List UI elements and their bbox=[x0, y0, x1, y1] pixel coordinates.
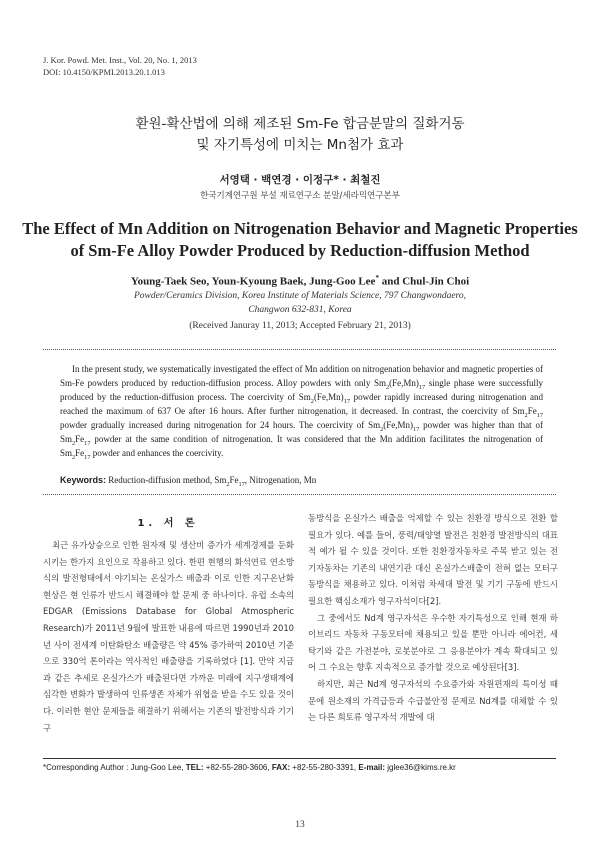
body-column-right bbox=[308, 510, 558, 726]
korean-affiliation: 한국기계연구원 부설 재료연구소 분말/세라믹연구본부 bbox=[200, 191, 400, 201]
journal-citation bbox=[43, 54, 197, 78]
korean-title-line-1: 환원-확산법에 의해 제조된 Sm-Fe 합금분말의 질화거동 bbox=[135, 116, 465, 132]
english-title-line-1: The Effect of Mn Addition on Nitrogenation Behavior and Magnetic Properties bbox=[22, 219, 578, 238]
body-column-left bbox=[43, 537, 294, 736]
journal-volume-line: J. Kor. Powd. Met. Inst., Vol. 20, No. 1, 2013 bbox=[43, 55, 197, 65]
paragraph: 하지만, 최근 Nd계 영구자석의 수요증가와 자원편재의 특이성 때문에 원소재의 가격급등과 수급불안정 문제로 Nd계를 대체할 수 있는 다른 희토류 영구자석 개발에 대 bbox=[308, 678, 558, 723]
received-dates: (Received Januray 11, 2013; Accepted February 21, 2013) bbox=[189, 321, 411, 331]
keywords-label: Keywords: bbox=[60, 475, 107, 485]
section-heading-introduction: 1. 서 론 bbox=[137, 518, 199, 529]
divider-bottom bbox=[43, 494, 556, 495]
english-affiliation-line-1: Powder/Ceramics Division, Korea Institute of Materials Science, 797 Changwondaero, bbox=[133, 291, 467, 301]
divider-top bbox=[43, 349, 556, 350]
corresponding-author-footnote: *Corresponding Author : Jung-Goo Lee, TEL: +82-55-280-3606, FAX: +82-55-280-3391, E-mail: jglee36@kims.re.kr bbox=[43, 763, 456, 772]
page-number: 13 bbox=[295, 820, 305, 830]
paragraph: 그 중에서도 Nd계 영구자석은 우수한 자기특성으로 인해 현재 하이브리드 자동차 구동모터에 채용되고 있을 뿐만 아니라 에어컨, 세탁기와 같은 가전분야, 로봇분야로 그 응용분야가 계속 확대되고 있어 그 수요는 향후 지속적으로 증가할 것으로 예상된다[3]. bbox=[308, 612, 558, 673]
authors-tail: and Chul-Jin Choi bbox=[378, 275, 470, 288]
authors-main: Young-Taek Seo, Youn-Kyoung Baek, Jung-Goo Lee bbox=[130, 275, 376, 288]
english-authors bbox=[20, 274, 580, 288]
korean-title-line-2: 및 자기특성에 미치는 Mn첨가 효과 bbox=[196, 137, 404, 153]
abstract: In the present study, we systematically investigated the effect of Mn addition on nitrogenation behavior and magnetic properties of Sm-Fe powders produced by reduction-diffusion process. Alloy powders with only $Sm_2(Fe,Mn)_{17}$ single phase were successfully produced by the reduction-diffusion process. The coercivity of $Sm_2(Fe,Mn)_{17}$ powder rapidly increased during nitrogenation and reached the maximum of 637 Oe after 16 hours. After further nitrogenation, it decreased. In contrast, the coercivity of $Sm_2Fe_{17}$ powder gradually increased during nitrogenation for 24 hours. The coercivity of $Sm_2(Fe,Mn)_{17}$ powder was higher than that of $Sm_2Fe_{17}$ powder at the same condition of nitrogenation. It was considered that the Mn addition facilitates the nitrogenation of $Sm_2Fe_{17}$ powder and enhances the coercivity. bbox=[60, 364, 543, 461]
keywords: Keywords: Reduction-diffusion method, $Sm_2Fe_{17}$, Nitrogenation, Mn bbox=[60, 475, 317, 488]
footnote-rule bbox=[43, 758, 556, 759]
korean-authors: 서영택 · 백연경 · 이정구* · 최철진 bbox=[219, 174, 381, 186]
english-title-line-2: of Sm-Fe Alloy Powder Produced by Reduction-diffusion Method bbox=[70, 241, 530, 260]
paragraph: 최근 유가상승으로 인한 원자재 및 생산비 증가가 세계경제를 둔화시키는 한가지 요인으로 작용하고 있다. 한편 현행의 화석연료 연소방식의 발전형태에서 야기되는 온실가스 배출과 이로 인한 지구온난화 현상은 현 인류가 반드시 해결해야 할 문제 중 하나이다. 유럽 소속의 EDGAR (Emissions Database for Global Atmospheric Research)가 2011년 9월에 발표한 내용에 따르면 1990년과 2010년 사이 전세계 이탄화탄소 배출량은 약 45% 증가하여 2010년 기준으로 330억 톤이라는 역사적인 배출량을 기록하였다 [1]. 만약 지금과 같은 추세로 온실가스가 배출된다면 가까운 미래에 지구생태계에 심각한 변화가 발생하여 인류생존 자체가 위협을 받을 수도 있을 것이다. 이러한 현안 문제들을 해결하기 위해서는 기존의 발전방식과 기기 구 bbox=[43, 540, 294, 733]
paragraph: 동방식을 온실가스 배출을 억제할 수 있는 친환경 방식으로 전환 할 필요가 있다. 예를 들어, 풍력/태양열 발전은 친환경 발전방식의 대표적 예가 될 수 있을 것이다. 또한 친환경자동차로 주목 받고 있는 전기자동차는 기존의 내연기관 대신 온실가스배출이 전혀 없는 모터구동방식을 채용하고 있다. 이처럼 차세대 발전 및 기기 구동에 반드시 필요한 핵심소재가 영구자석이다[2]. bbox=[308, 513, 558, 606]
english-affiliation-line-2: Changwon 632-831, Korea bbox=[248, 305, 352, 315]
corresponding-mark: * bbox=[375, 274, 379, 282]
doi-line: DOI: 10.4150/KPMI.2013.20.1.013 bbox=[43, 67, 165, 77]
